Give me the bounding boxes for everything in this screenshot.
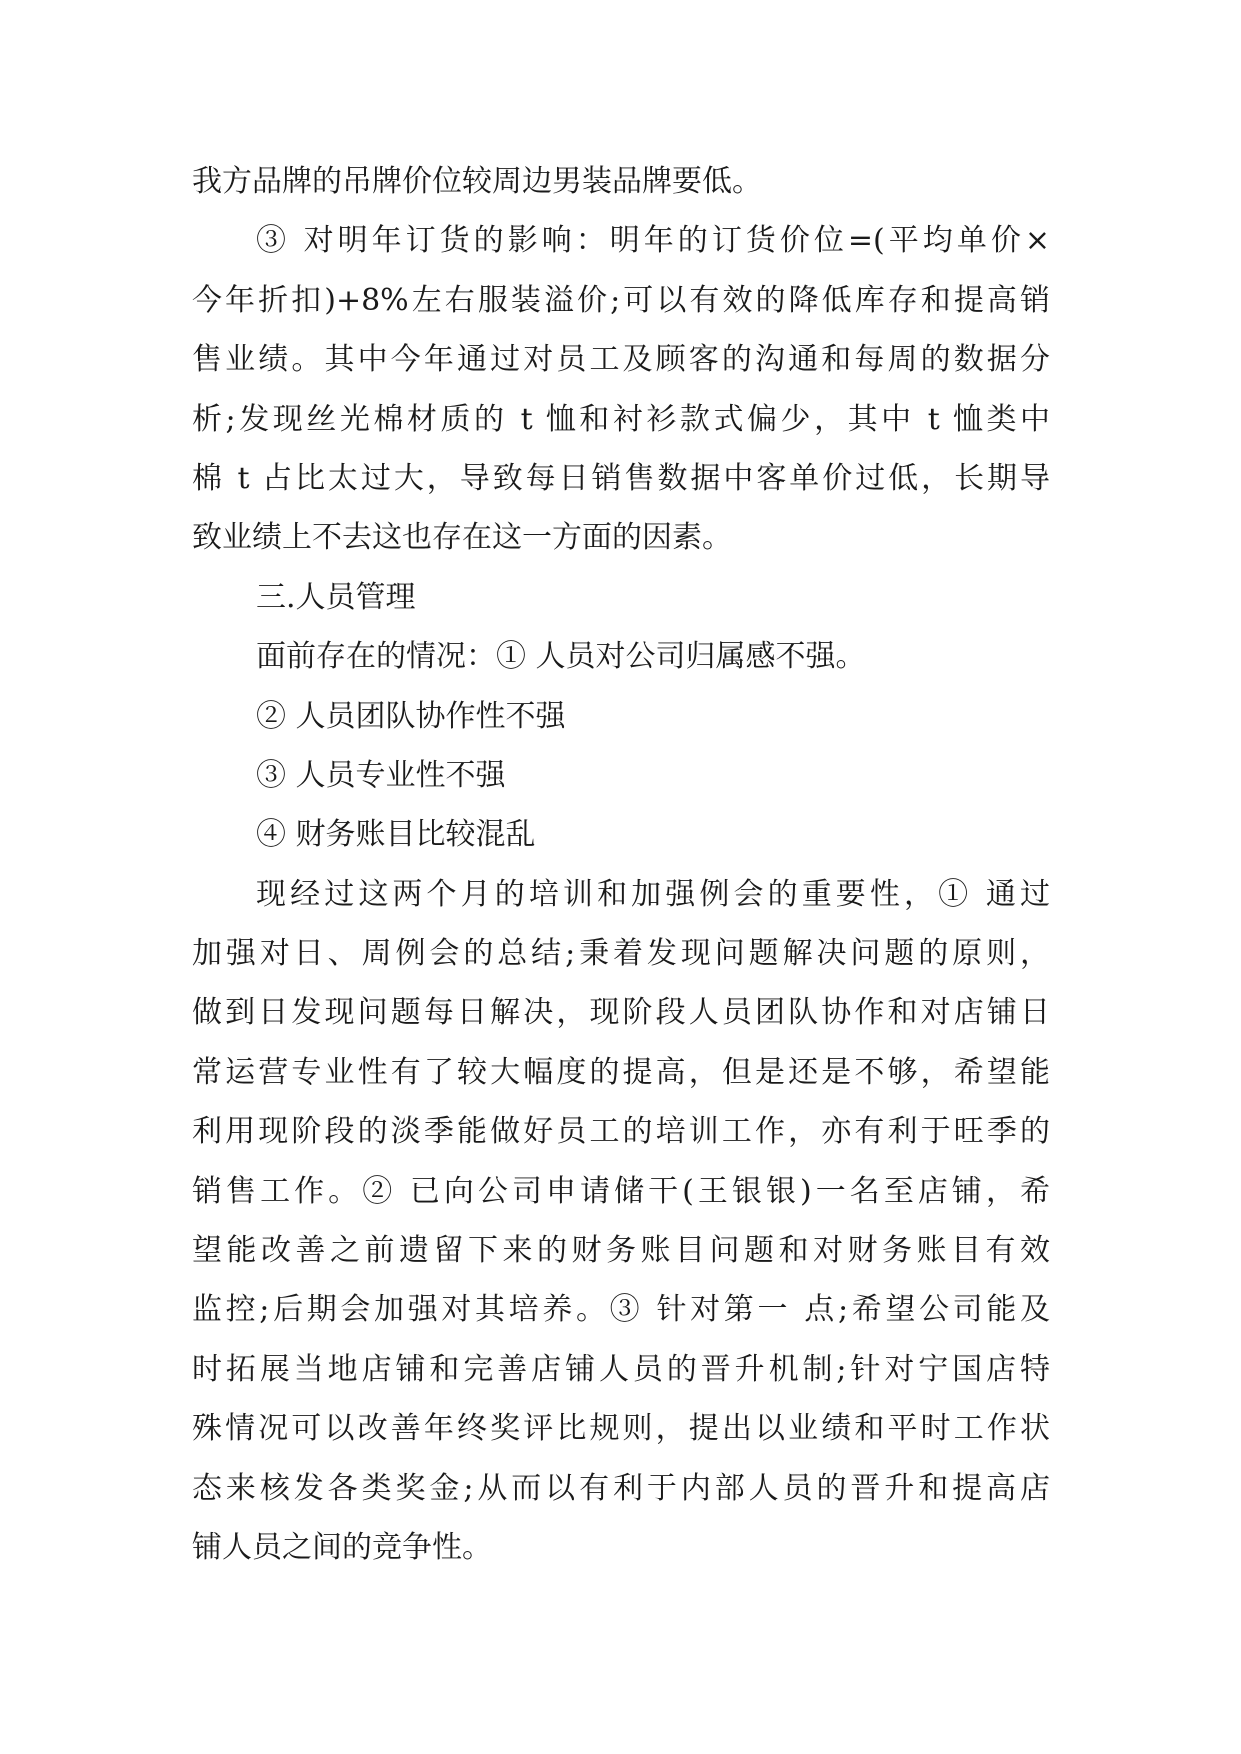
list-item-4: ④ 财务账目比较混乱 [256,817,536,853]
text-line-4: 售业绩。其中今年通过对员工及顾客的沟通和每周的数据分 [192,342,1050,378]
text-line-22: 殊情况可以改善年终奖评比规则，提出以业绩和平时工作状 [192,1411,1050,1447]
text-line-21: 时拓展当地店铺和完善店铺人员的晋升机制;针对宁国店特 [192,1351,1050,1387]
text-line-24: 铺人员之间的竞争性。 [192,1529,492,1565]
text-line-7: 致业绩上不去这也存在这一方面的因素。 [192,520,732,556]
text-line-13: 现经过这两个月的培训和加强例会的重要性，① 通过 [256,876,1050,912]
text-line-6: 棉 t 占比太过大，导致每日销售数据中客单价过低，长期导 [192,460,1050,496]
section-heading: 三.人员管理 [256,579,416,615]
text-line-16: 常运营专业性有了较大幅度的提高，但是还是不够，希望能 [192,1054,1050,1090]
text-line-3: 今年折扣)+8%左右服装溢价;可以有效的降低库存和提高销 [192,282,1050,318]
text-line-18: 销售工作。② 已向公司申请储干(王银银)一名至店铺，希 [192,1173,1050,1209]
text-line-5: 析;发现丝光棉材质的 t 恤和衬衫款式偏少，其中 t 恤类中 [192,401,1050,437]
list-item-3: ③ 人员专业性不强 [256,757,506,793]
text-line-2: ③ 对明年订货的影响：明年的订货价位=(平均单价× [256,223,1050,259]
list-item-2: ② 人员团队协作性不强 [256,698,566,734]
text-line-1: 我方品牌的吊牌价位较周边男装品牌要低。 [192,164,762,199]
text-line-15: 做到日发现问题每日解决，现阶段人员团队协作和对店铺日 [192,995,1050,1031]
text-line-17: 利用现阶段的淡季能做好员工的培训工作，亦有利于旺季的 [192,1114,1050,1150]
text-line-14: 加强对日、周例会的总结;秉着发现问题解决问题的原则， [192,936,1050,972]
text-line-20: 监控;后期会加强对其培养。③ 针对第一 点;希望公司能及 [192,1292,1050,1328]
text-line-23: 态来核发各类奖金;从而以有利于内部人员的晋升和提高店 [192,1470,1050,1506]
document-body [192,152,1050,1577]
text-line-19: 望能改善之前遗留下来的财务账目问题和对财务账目有效 [192,1233,1050,1269]
text-line-9: 面前存在的情况：① 人员对公司归属感不强。 [256,639,866,675]
